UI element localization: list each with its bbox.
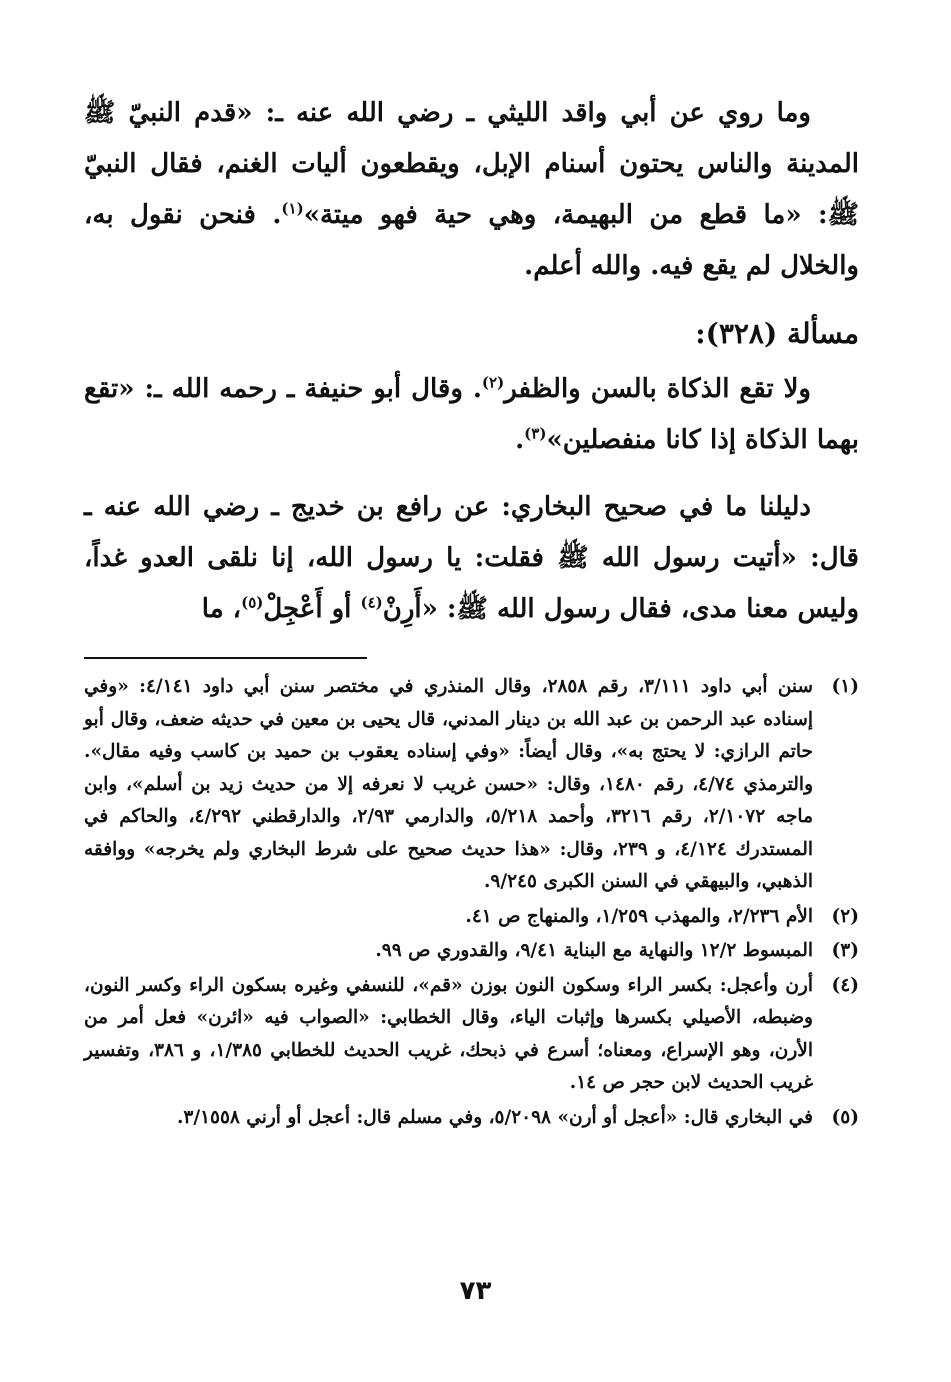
- footnote-ref-3[interactable]: (٣): [524, 424, 547, 443]
- main-text: [84, 88, 859, 635]
- footnote-item: [84, 1102, 859, 1135]
- footnote-text: أرن وأعجل: بكسر الراء وسكون النون بوزن «قم»، للنسفي وغيره بسكون الراء وكسر النون، وضبطه، الأصيلي بكسرها وإثبات الياء، وقال الخطابي: «الصواب فيه «ائرن» فعل أمر من الأرن، وهو الإسراع، ومعناه؛ أسرع في ذبحك، غريب الحديث للخطابي ١/٣٨٥، و ٣٨٦، وتفسير غريب الحديث لابن حجر ص ١٤.: [84, 974, 813, 1093]
- footnote-text: الأم ٢/٢٣٦، والمهذب ١/٢٥٩، والمنهاج ص ٤١.: [465, 905, 813, 927]
- footnotes: [84, 671, 859, 1134]
- paragraph-evidence: [84, 482, 859, 635]
- paragraph-mid: . وقال أبو حنيفة ـ رحمه الله ـ: «تقع بهما الذكاة إذا كانا منفصلين»: [84, 374, 859, 455]
- footnote-text: في البخاري قال: «أعجل أو أرن» ٥/٢٠٩٨، وفي مسلم قال: أعجل أو أرني ٣/١٥٥٨.: [176, 1106, 813, 1128]
- paragraph-hadith-abu-waqid: [84, 88, 859, 292]
- page-content: [84, 88, 859, 1136]
- paragraph-masala: [84, 364, 859, 466]
- footnote-number: (٣): [831, 940, 859, 961]
- footnote-ref-5[interactable]: (٥): [241, 593, 264, 612]
- footnote-ref-2[interactable]: (٢): [481, 373, 505, 392]
- footnote-ref-4[interactable]: (٤): [360, 593, 383, 612]
- footnote-item: [84, 935, 859, 968]
- footnote-text: المبسوط ١٢/٢ والنهاية مع البناية ٩/٤١، والقدوري ص ٩٩.: [375, 940, 813, 961]
- footnote-number: (١): [831, 676, 859, 697]
- page-number: ٧٣: [459, 1276, 492, 1306]
- paragraph-tail: .: [515, 425, 525, 455]
- footnote-text: سنن أبي داود ٣/١١١، رقم ٢٨٥٨، وقال المنذري في مختصر سنن أبي داود ٤/١٤١: «وفي إسناده عبد الرحمن بن عبد الله بن دينار المدني، قال يحيى بن معين في حديثه ضعف، وقال أبو حاتم الرازي: لا يحتج به»، وقال أيضاً: «وفي إسناده يعقوب بن حميد بن كاسب وفيه مقال». والترمذي ٤/٧٤، رقم ١٤٨٠، وقال: «حسن غريب لا نعرفه إلا من حديث زيد بن أسلم»، وابن ماجه ٢/١٠٧٢، رقم ٣٢١٦، وأحمد ٥/٢١٨، والدارمي ٢/٩٣، والدارقطني ٤/٢٩٢، والحاكم في المستدرك ٤/١٢٤، و ٢٣٩، وقال: «هذا حديث صحيح على شرط البخاري ولم يخرجه» ووافقه الذهبي، والبيهقي في السنن الكبرى ٩/٢٤٥.: [84, 676, 814, 892]
- footnote-item: [84, 901, 859, 934]
- paragraph-mid: أو أَعْجِلْ: [263, 594, 361, 624]
- footnote-item: [84, 671, 859, 899]
- paragraph-tail: ، ما: [201, 594, 242, 624]
- footnote-divider: [84, 657, 367, 659]
- footnote-number: (٤): [831, 974, 859, 996]
- paragraph-text: ولا تقع الذكاة بالسن والظفر: [504, 374, 811, 404]
- section-heading: مسألة (٣٢٨):: [695, 317, 859, 350]
- paragraph-text: وما روي عن أبي واقد الليثي ـ رضي الله عنه ـ: «قدم النبيّ ﷺ المدينة والناس يحتون أسنام الإبل، ويقطعون أليات الغنم، فقال النبيّ ﷺ: «ما قطع من البهيمة، وهي حية فهو ميتة»: [84, 98, 859, 230]
- footnote-item: [84, 970, 859, 1100]
- paragraph-tail: . فنحن نقول به، والخلال لم يقع فيه. والله أعلم.: [84, 200, 859, 281]
- footnote-number: (٥): [831, 1106, 859, 1128]
- footnote-ref-1[interactable]: (١): [281, 199, 304, 218]
- paragraph-text: دليلنا ما في صحيح البخاري: عن رافع بن خديج ـ رضي الله عنه ـ قال: «أتيت رسول الله ﷺ فقلت: يا رسول الله، إنا نلقى العدو غداً، وليس معنا مدى، فقال رسول الله ﷺ: «أَرِنْ: [84, 492, 859, 624]
- paragraph-gap: [84, 466, 859, 482]
- footnote-number: (٢): [831, 905, 859, 927]
